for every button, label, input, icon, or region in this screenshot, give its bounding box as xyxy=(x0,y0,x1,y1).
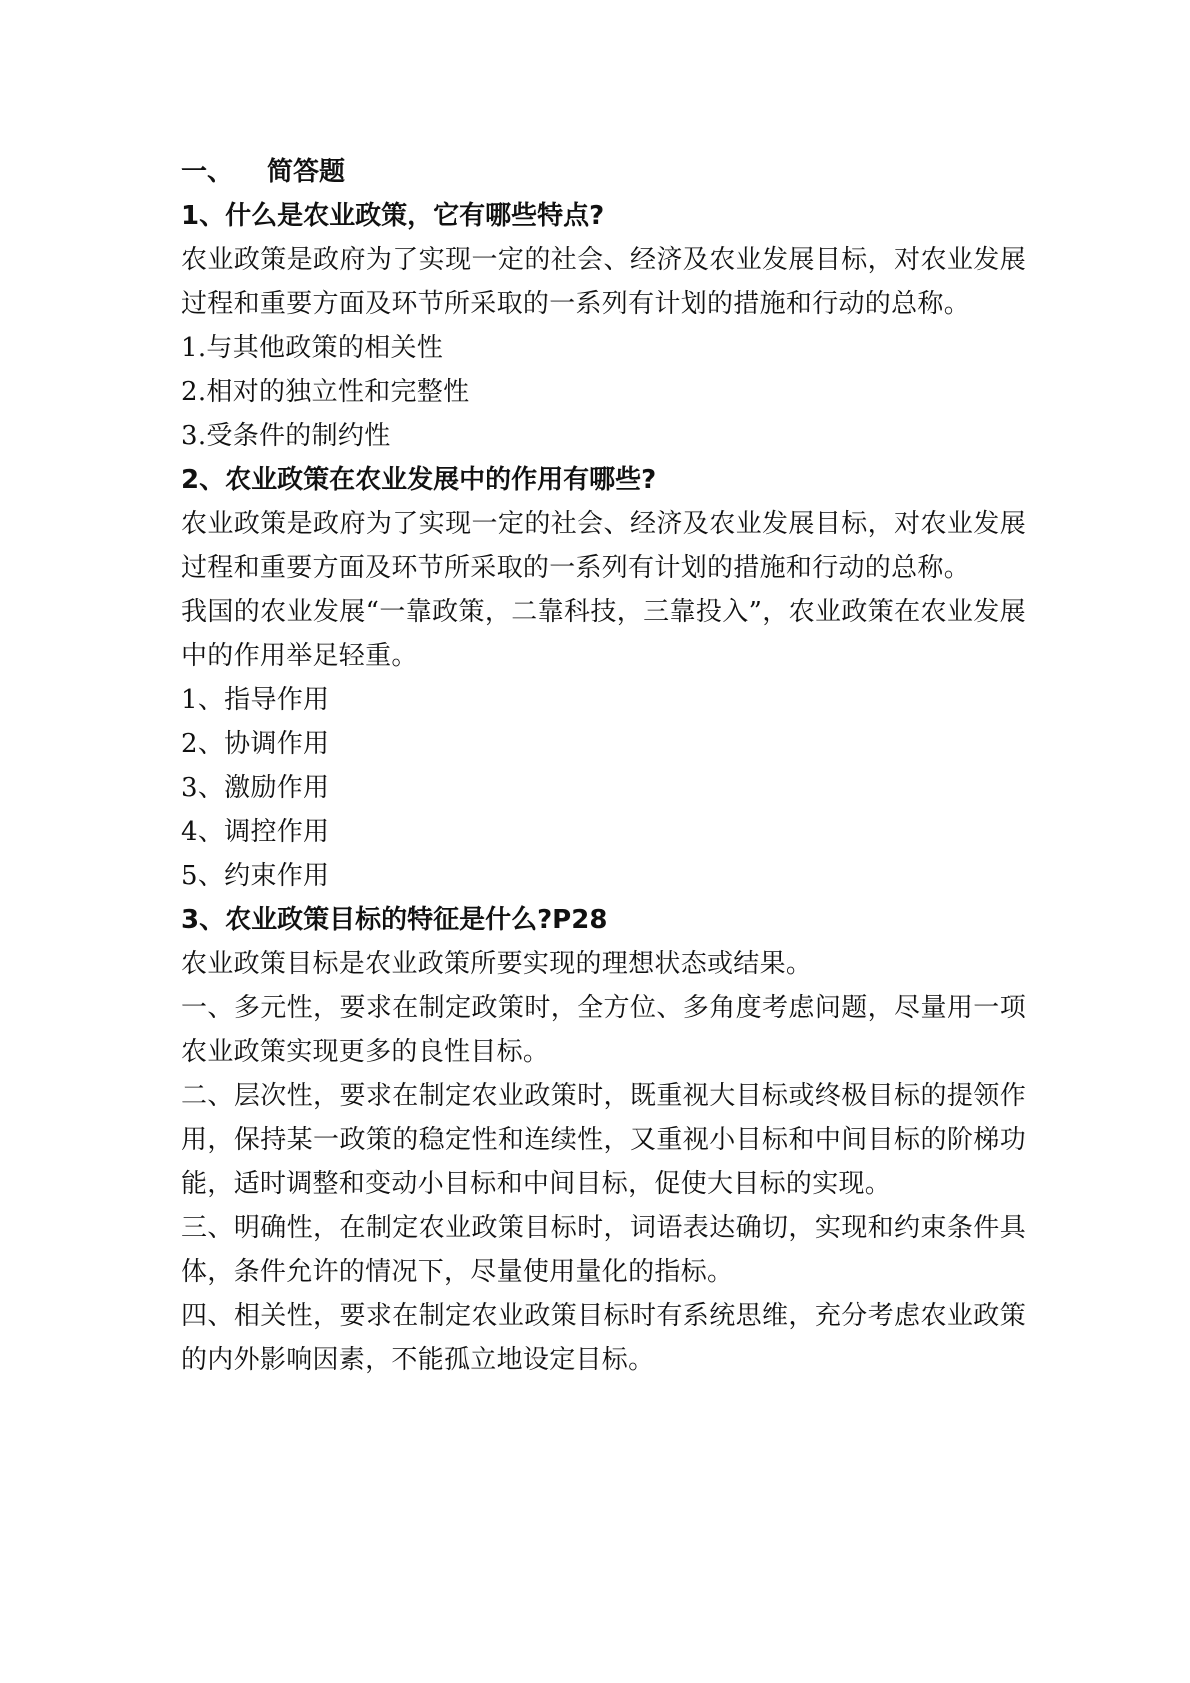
section-title: 简答题 xyxy=(267,157,346,187)
question-2-point-2: 2、协调作用 xyxy=(181,729,330,759)
document-body xyxy=(181,150,1026,1382)
question-3-point-3: 三、明确性，在制定农业政策目标时，词语表达确切，实现和约束条件具体，条件允许的情况下，尽量使用量化的指标。 xyxy=(181,1213,1026,1287)
question-2-intro: 我国的农业发展“一靠政策，二靠科技，三靠投入”，农业政策在农业发展中的作用举足轻重。 xyxy=(181,597,1026,671)
question-3-point-1: 一、多元性，要求在制定政策时，全方位、多角度考虑问题，尽量用一项农业政策实现更多的良性目标。 xyxy=(181,993,1026,1067)
question-2-definition: 农业政策是政府为了实现一定的社会、经济及农业发展目标，对农业发展过程和重要方面及环节所采取的一系列有计划的措施和行动的总称。 xyxy=(181,509,1026,583)
question-2-point-3: 3、激励作用 xyxy=(181,773,330,803)
section-heading xyxy=(181,150,1026,194)
question-1-definition: 农业政策是政府为了实现一定的社会、经济及农业发展目标，对农业发展过程和重要方面及环节所采取的一系列有计划的措施和行动的总称。 xyxy=(181,245,1026,319)
question-2-point-4: 4、调控作用 xyxy=(181,817,330,847)
question-1-point-3: 3.受条件的制约性 xyxy=(181,421,391,451)
question-2-point-1: 1、指导作用 xyxy=(181,685,330,715)
question-3-definition: 农业政策目标是农业政策所要实现的理想状态或结果。 xyxy=(181,949,813,979)
question-1-point-1: 1.与其他政策的相关性 xyxy=(181,333,444,363)
question-3-point-2: 二、层次性，要求在制定农业政策时，既重视大目标或终极目标的提领作用，保持某一政策的稳定性和连续性，又重视小目标和中间目标的阶梯功能，适时调整和变动小目标和中间目标，促使大目标的实现。 xyxy=(181,1081,1026,1199)
question-3-heading: 3、农业政策目标的特征是什么?P28 xyxy=(181,905,608,935)
question-2-point-5: 5、约束作用 xyxy=(181,861,330,891)
section-number: 一、 xyxy=(181,157,234,187)
question-2-heading: 2、农业政策在农业发展中的作用有哪些? xyxy=(181,465,657,495)
question-3-point-4: 四、相关性，要求在制定农业政策目标时有系统思维，充分考虑农业政策的内外影响因素，不能孤立地设定目标。 xyxy=(181,1301,1026,1375)
question-1-heading: 1、什么是农业政策，它有哪些特点? xyxy=(181,201,605,231)
question-1-point-2: 2.相对的独立性和完整性 xyxy=(181,377,470,407)
